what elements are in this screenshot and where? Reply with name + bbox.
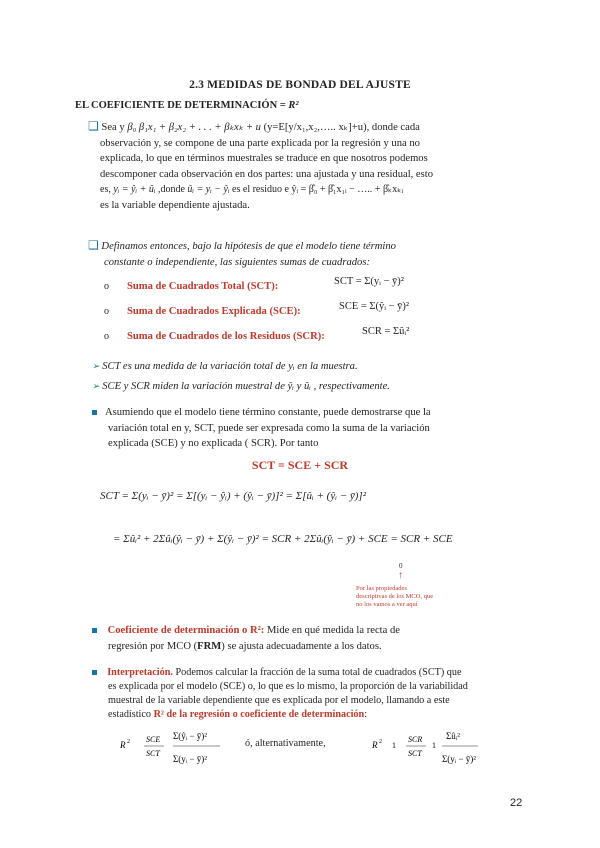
svg-text:Σûᵢ²: Σûᵢ² (446, 731, 460, 741)
p1-line5-eq3: ŷᵢ = β̂₀ + β̂₁x₁ᵢ − ….. + β̂ₖxₖᵢ (291, 184, 404, 195)
p1-line5-c: es el residuo e (232, 184, 289, 195)
svg-text:Σ(yᵢ − ȳ)²: Σ(yᵢ − ȳ)² (173, 754, 207, 764)
page-number: 22 (510, 797, 523, 809)
p5-line1: Podemos calcular la fracción de la suma total de cuadrados (SCT) que (172, 667, 462, 678)
sum-item-sct (104, 276, 404, 295)
heading-symbol: R² (288, 100, 299, 111)
circle-bullet-icon: o (104, 331, 109, 342)
p1-line5-eq: yᵢ = ŷᵢ + ûᵢ (113, 184, 156, 195)
sct-formula: SCT = Σ(yᵢ − ȳ)² (334, 276, 404, 287)
section-heading (75, 100, 299, 111)
sce-label: Suma de Cuadrados Explicada (SCE): (127, 306, 301, 317)
p1-line1-c: (y=E[y/x₁,x₂,….. xₖ]+u), donde cada (263, 122, 420, 133)
square-bullet-icon (92, 628, 97, 633)
svg-text:SCT: SCT (408, 749, 422, 758)
p3-line3: explicada (SCE) y no explicada ( SCR). Por tanto (108, 438, 319, 449)
circle-bullet-icon: o (104, 281, 109, 292)
p5-line4-a: estadístico (108, 709, 154, 720)
svg-text:SCR: SCR (408, 735, 423, 744)
sum-item-scr (104, 326, 410, 345)
arrow-item-1: SCT es una medida de la variación total de yᵢ en la muestra. (102, 361, 358, 372)
square-bullet-icon: ❑ (88, 238, 99, 252)
heading-text: EL COEFICIENTE DE DETERMINACIÓN = (75, 100, 289, 111)
arrow-bullet-icon: ➢ (92, 380, 100, 391)
sce-formula: SCE = Σ(ŷᵢ − ȳ)² (339, 301, 410, 312)
p4-line2-a: regresión por MCO ( (108, 640, 198, 652)
svg-text:1: 1 (432, 741, 436, 750)
p1-line5-a: es, (100, 184, 111, 195)
arrow-list (92, 359, 512, 394)
alternative-text: ó, alternativamente, (245, 738, 326, 749)
note-line-2: descriptivas de los MCO, que (356, 593, 434, 600)
p2-line1: Definamos entonces, bajo la hipótesis de que el modelo tiene término (101, 241, 396, 252)
sum-item-sce (104, 301, 410, 320)
r2-formula-1 (118, 724, 228, 772)
square-bullet-icon (92, 670, 97, 675)
svg-text:Σ(yᵢ − ȳ)²: Σ(yᵢ − ȳ)² (442, 754, 476, 764)
r2-formula-2 (370, 724, 480, 774)
derivation-line-1: SCT = Σ(yᵢ − ȳ)² = Σ[(yᵢ − ŷᵢ) + (ŷᵢ − ȳ)]² = Σ[ûᵢ + (ŷᵢ − ȳ)]² (100, 490, 366, 502)
p5-line3: muestral de la variable dependiente que es explicada por el modelo, llamando a este (108, 695, 450, 706)
note-line-3: no los vamos a ver aquí (356, 601, 418, 608)
svg-text:1: 1 (392, 741, 396, 750)
up-arrow-icon: ↑ (398, 570, 403, 581)
p1-line5-eq2: ûᵢ = yᵢ − ŷᵢ (187, 184, 230, 195)
circle-bullet-icon: o (104, 306, 109, 317)
paragraph-2 (88, 238, 500, 270)
p4-line1: Mide en qué medida la recta de (264, 625, 400, 636)
p1-line1-a: Sea y (101, 122, 125, 133)
r2-label: Coeficiente de determinación o R²: (107, 625, 265, 636)
paragraph-1 (88, 119, 500, 213)
identity-equation: SCT = SCE + SCR (251, 458, 349, 472)
note-line-1: Por las propiedades (356, 585, 407, 592)
sct-label: Suma de Cuadrados Total (SCT): (127, 281, 279, 292)
square-bullet-icon (92, 410, 97, 415)
section-title: 2.3 MEDIDAS DE BONDAD DEL AJUSTE (189, 79, 411, 91)
p4-line2-c: ) se ajusta adecuadamente a los datos. (221, 640, 382, 652)
svg-text:SCE: SCE (146, 735, 161, 744)
p1-line4: descomponer cada observación en dos partes: una ajustada y una residual, esto (100, 168, 433, 180)
svg-text:R: R (372, 740, 378, 750)
p1-line3: explicada, lo que en términos muestrales se traduce en que nosotros podemos (100, 153, 428, 164)
derivation-line-2: = Σûᵢ² + 2Σûᵢ(ŷᵢ − ȳ) + Σ(ŷᵢ − ȳ)² = SCR + 2Σûᵢ(ŷᵢ − ȳ) + SCE = SCR + SCE (113, 533, 453, 545)
p2-line2: constante o independiente, las siguientes sumas de cuadrados: (104, 256, 370, 268)
p1-line6: es la variable dependiente ajustada. (100, 199, 250, 211)
p4-line2-b: FRM (197, 640, 222, 652)
interpretation-label: Interpretación. (107, 667, 173, 678)
svg-text:2: 2 (379, 739, 382, 745)
scr-label: Suma de Cuadrados de los Residuos (SCR): (127, 331, 325, 342)
svg-text:R: R (120, 740, 126, 750)
zero-marker: 0 (399, 562, 403, 570)
arrow-item-2: SCE y SCR miden la variación muestral de ŷᵢ y ûᵢ , respectivamente. (102, 380, 390, 392)
arrow-bullet-icon: ➢ (92, 361, 100, 371)
p5-line4-c: : (364, 709, 368, 720)
svg-text:SCT: SCT (146, 749, 160, 758)
p5-line2: es explicada por el modelo (SCE) o, lo que es lo mismo, la proporción de la variabilidad (108, 681, 468, 692)
p1-line2: observación y, se compone de una parte explicada por la regresión y una no (100, 137, 420, 149)
svg-text:Σ(ŷᵢ − ȳ)²: Σ(ŷᵢ − ȳ)² (173, 731, 207, 741)
p1-line1-b: β₀ β₁x₁ + β₂x₂ + . . . + βₖxₖ + u (127, 122, 261, 133)
paragraph-4 (92, 623, 510, 654)
paragraph-5 (92, 666, 512, 722)
paragraph-3 (92, 405, 512, 452)
svg-text:2: 2 (127, 739, 130, 745)
derivation-note (356, 585, 433, 609)
p3-line2: variación total en y, SCT, puede ser expresada como la suma de la variación (108, 422, 430, 434)
square-bullet-icon: ❑ (88, 119, 99, 133)
p5-line4-b: R² de la regresión o coeficiente de determinación (153, 709, 365, 720)
scr-formula: SCR = Σûᵢ² (362, 326, 410, 337)
p3-line1: Asumiendo que el modelo tiene término constante, puede demostrarse que la (104, 407, 431, 418)
p1-line5-b: ,donde (157, 184, 185, 195)
